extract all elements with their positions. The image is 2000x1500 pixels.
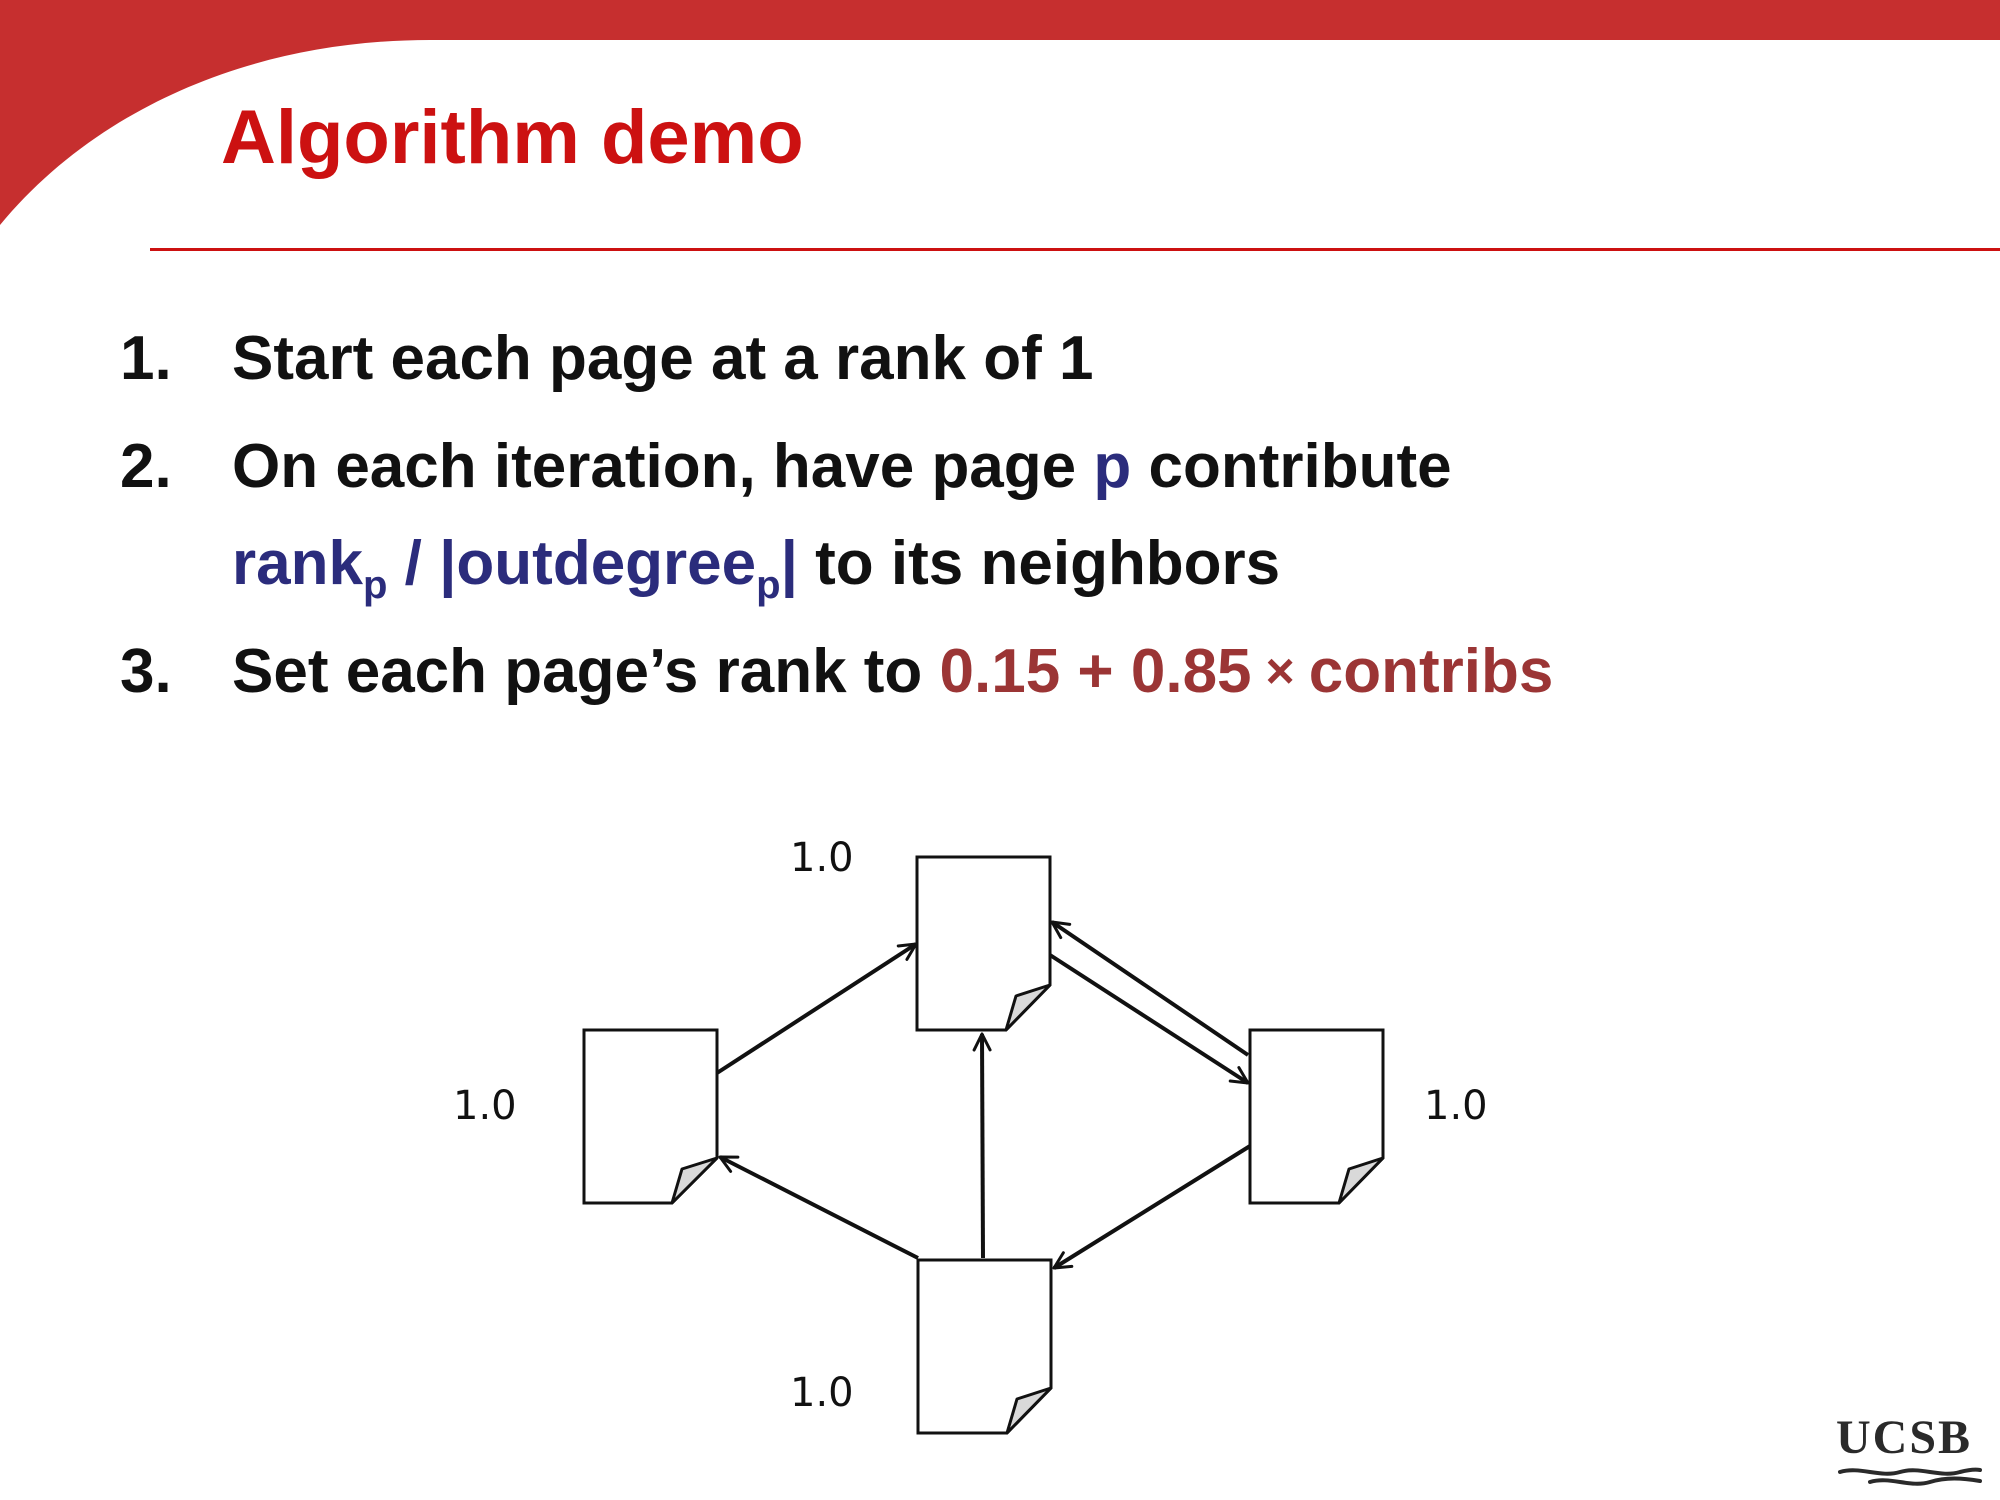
edge-bottom-to-top (982, 1034, 983, 1258)
rank-label-right: 1.0 (1424, 1083, 1488, 1129)
rank-word: rank (232, 528, 363, 598)
page-node-left (584, 1030, 717, 1203)
edge-right-to-bottom (1054, 1146, 1250, 1268)
multiply-icon: × (1265, 643, 1295, 700)
step-text-2-neighbors: to its neighbors (797, 528, 1281, 598)
step-text-1: Start each page at a rank of 1 (232, 324, 1094, 393)
edge-right-to-top (1052, 922, 1248, 1055)
damping-constant: 0.15 + 0.85 (939, 637, 1252, 707)
step-text-2-contribute: contribute (1131, 432, 1452, 502)
rank-subscript: p (362, 562, 388, 607)
rank-label-top: 1.0 (790, 835, 854, 881)
contribs-word: contribs (1308, 637, 1554, 707)
outdegree-close: | (780, 528, 798, 598)
ucsb-logo (1836, 1411, 1982, 1490)
step-number-3: 3. (120, 637, 172, 707)
ucsb-logo-text: UCSB (1836, 1411, 1973, 1464)
step-text-2-start: On each iteration, have page (232, 432, 1094, 502)
step-text-3-start: Set each page’s rank to (232, 637, 940, 707)
rank-label-left: 1.0 (453, 1083, 517, 1129)
edge-bottom-to-left (720, 1157, 918, 1258)
slide-title: Algorithm demo (221, 95, 804, 180)
step-number-2: 2. (120, 432, 172, 502)
outdegree-word: / |outdegree (387, 528, 757, 598)
step-number-1: 1. (120, 324, 172, 393)
wave-icon (1836, 1464, 1982, 1488)
edge-left-to-top (717, 944, 916, 1073)
edge-top-to-right (1050, 955, 1248, 1083)
page-variable: p (1093, 432, 1132, 502)
rank-label-bottom: 1.0 (790, 1370, 854, 1416)
page-node-top (917, 857, 1050, 1030)
page-node-right (1250, 1030, 1383, 1203)
page-node-bottom (918, 1260, 1051, 1433)
outdegree-subscript: p (756, 562, 781, 607)
